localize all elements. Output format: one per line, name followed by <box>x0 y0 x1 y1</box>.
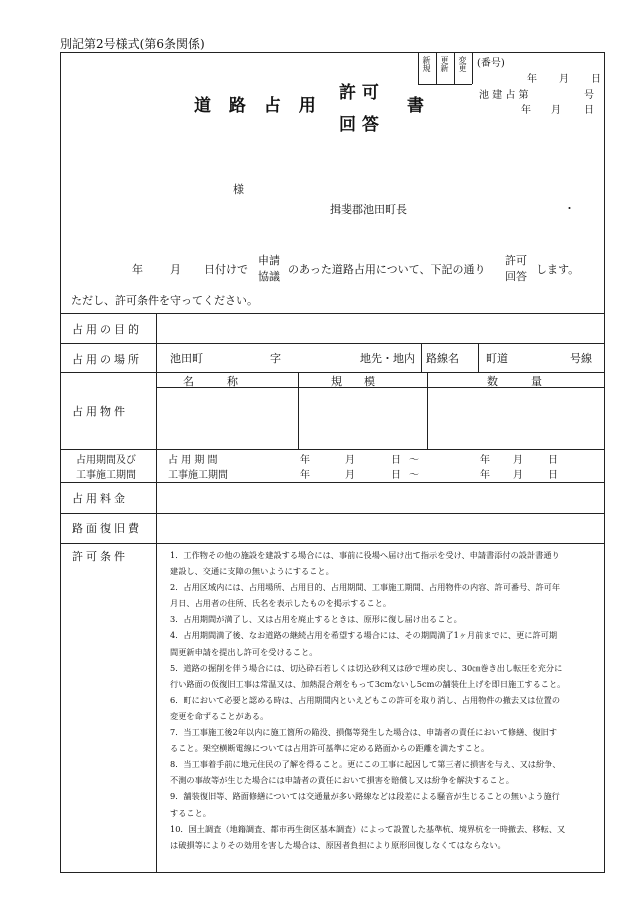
date-month: 月 <box>559 74 569 85</box>
route-type: 町道 <box>486 352 508 365</box>
title-part1: 道 路 占 用 <box>194 96 322 116</box>
checkbox-renew[interactable]: 更新 <box>440 56 449 72</box>
row-label-location: 占用の場所 <box>72 353 142 366</box>
frame-top <box>60 52 605 53</box>
construction-start-month: 月 <box>345 470 355 481</box>
title-reply: 回 答 <box>339 115 379 135</box>
condition-line: 2．占用区域内には、占用場所、占用目的、占用期間、工事施工期間、占用物件の内容、許可番号、許可年 <box>170 582 561 593</box>
title-permit: 許 可 <box>339 83 379 103</box>
cb-sep-2 <box>436 52 437 84</box>
body-end: します。 <box>536 263 580 276</box>
object-name-header: 名 称 <box>183 375 238 388</box>
label-column-rule <box>156 313 157 873</box>
row-label-object: 占用物件 <box>72 405 128 418</box>
object-size-header: 規 模 <box>331 375 375 388</box>
ref-prefix: 池 建 占 第 <box>479 90 529 101</box>
number-label: (番号) <box>477 58 505 69</box>
condition-line: 8．当工事着手前に地元住民の了解を得ること。更にこの工事に起因して第三者に損害を与え、又は紛争、 <box>170 759 561 770</box>
object-sep-1 <box>298 372 299 449</box>
fee-field[interactable] <box>157 483 604 513</box>
body-note: ただし、許可条件を守ってください。 <box>71 294 258 307</box>
occupancy-end-year: 年 <box>480 455 490 466</box>
body-year: 年 <box>132 263 143 276</box>
construction-start-year: 年 <box>300 470 310 481</box>
cb-bottom <box>418 84 472 85</box>
condition-line: 建設し、交通に支障の無いようにすること。 <box>170 566 334 577</box>
condition-line: 5．道路の掘削を伴う場合には、切込砕石若しくは切込砂利又は砂で埋め戻し、30㎝巻き出し転圧を充分に <box>170 662 563 673</box>
condition-line: 行い路面の仮復旧工事は常温又は、加熱混合剤をもって3cmないし5cmの舗装仕上げを即日施工すること。 <box>170 678 566 689</box>
cb-sep-4 <box>472 52 473 84</box>
occupancy-start-month: 月 <box>345 455 355 466</box>
row-label-conditions: 許可条件 <box>72 550 128 563</box>
body-apply: 申請 <box>258 254 280 267</box>
condition-line: ること。架空横断電線については占用許可基準に定める路面からの距離を満たすこと。 <box>170 743 490 754</box>
construction-period-label: 工事施工期間 <box>168 470 228 481</box>
construction-end-day: 日 <box>548 470 558 481</box>
issuer: 揖斐郡池田町長 <box>330 203 407 216</box>
body-permit: 許可 <box>505 254 527 267</box>
cb-sep-3 <box>454 52 455 84</box>
body-middle: のあった道路占用について、下記の通り <box>288 263 486 276</box>
frame-bottom <box>60 872 605 873</box>
condition-line: 変更を命ずることがある。 <box>170 710 269 721</box>
condition-line: 月日、占用者の住所、氏名を表示したものを掲示すること。 <box>170 598 392 609</box>
condition-line: 不測の事故等が生じた場合には申請者の責任において損害を賠償し又は紛争を解決すること。 <box>170 775 514 786</box>
condition-line: 6．町において必要と認める時は、占用期間内といえどもこの許可を取り消し、占用物件の撤去又は位置の <box>170 694 561 705</box>
ref-month: 月 <box>551 105 561 116</box>
occupancy-end-day: 日 <box>548 455 558 466</box>
checkbox-new[interactable]: 新規 <box>422 56 431 72</box>
rule-4 <box>60 449 605 450</box>
row-label-restore: 路面復旧費 <box>72 522 142 535</box>
condition-line: 1．工作物その他の施設を建設する場合には、事前に役場へ届け出て指示を受け、申請書添付の設計書通り <box>170 550 560 560</box>
row-label-fee: 占用料金 <box>72 492 128 505</box>
conditions-list <box>170 547 610 853</box>
object-qty-header: 数 量 <box>487 375 542 388</box>
condition-line: 間更新申請を提出し許可を受けること。 <box>170 646 318 657</box>
cb-sep-1 <box>418 52 419 84</box>
occupancy-end-month: 月 <box>513 455 523 466</box>
ref-day: 日 <box>584 105 594 116</box>
condition-line: 7．当工事施工後2年以内に施工箇所の陥没、損傷等発生した場合は、申請者の責任において修繕、復旧す <box>170 727 558 738</box>
route-sep-2 <box>478 343 479 372</box>
construction-end-year: 年 <box>480 470 490 481</box>
condition-line: 10．国土調査（地籍調査、都市再生街区基本調査）によって設置した基準杭、境界杭を一時撤去、移転、又 <box>170 823 566 834</box>
row-label-purpose: 占用の目的 <box>72 323 142 336</box>
purpose-field[interactable] <box>157 314 604 343</box>
body-consult: 協議 <box>258 270 280 283</box>
ref-suffix: 号 <box>584 90 594 101</box>
title-doc: 書 <box>407 96 424 116</box>
condition-line: は破損等によりその効用を害した場合は、原因者負担により原形回復しなくてはならない。 <box>170 839 506 850</box>
occupancy-start-day: 日 <box>391 455 401 466</box>
route-sep-1 <box>421 343 422 372</box>
construction-tilde: 〜 <box>409 470 419 481</box>
location-town: 池田町 <box>170 352 203 365</box>
route-label: 路線名 <box>426 352 459 365</box>
occupancy-tilde: 〜 <box>409 455 419 466</box>
form-id: 別記第2号様式(第6条関係) <box>60 37 205 51</box>
rule-2 <box>60 343 605 344</box>
construction-start-day: 日 <box>391 470 401 481</box>
condition-line: すること。 <box>170 807 211 818</box>
body-reply: 回答 <box>505 270 527 283</box>
row-label-period-1: 占用期間及び <box>76 455 136 466</box>
condition-line: 3．占用期間が満了し、又は占用を廃止するときは、原形に復し届け出ること。 <box>170 614 462 625</box>
date-day: 日 <box>591 74 601 85</box>
condition-line: 4．占用期間満了後、なお道路の継続占用を希望する場合には、その期間満了1ヶ月前までに、更に許可期 <box>170 630 558 641</box>
issuer-mark: ・ <box>564 202 575 215</box>
condition-line: 9．舗装復旧等、路面修繕については交通量が多い路線などは段差による騒音が生じることの無いよう施行 <box>170 791 560 802</box>
addressee-suffix: 様 <box>233 183 244 196</box>
occupancy-period-label: 占 用 期 間 <box>168 455 218 466</box>
frame-left <box>60 52 61 873</box>
checkbox-change[interactable]: 変更 <box>458 56 467 72</box>
occupancy-start-year: 年 <box>300 455 310 466</box>
date-year: 年 <box>527 74 537 85</box>
body-date-text: 日付けで <box>204 263 248 276</box>
object-sep-2 <box>427 372 428 449</box>
ref-year: 年 <box>521 105 531 116</box>
body-month: 月 <box>170 263 181 276</box>
restore-field[interactable] <box>157 514 604 543</box>
construction-end-month: 月 <box>513 470 523 481</box>
rule-7 <box>60 543 605 544</box>
row-label-period-2: 工事施工期間 <box>76 470 136 481</box>
route-number: 号線 <box>570 352 592 365</box>
location-chiban: 地先・地内 <box>360 352 415 365</box>
location-aza: 字 <box>270 352 281 365</box>
